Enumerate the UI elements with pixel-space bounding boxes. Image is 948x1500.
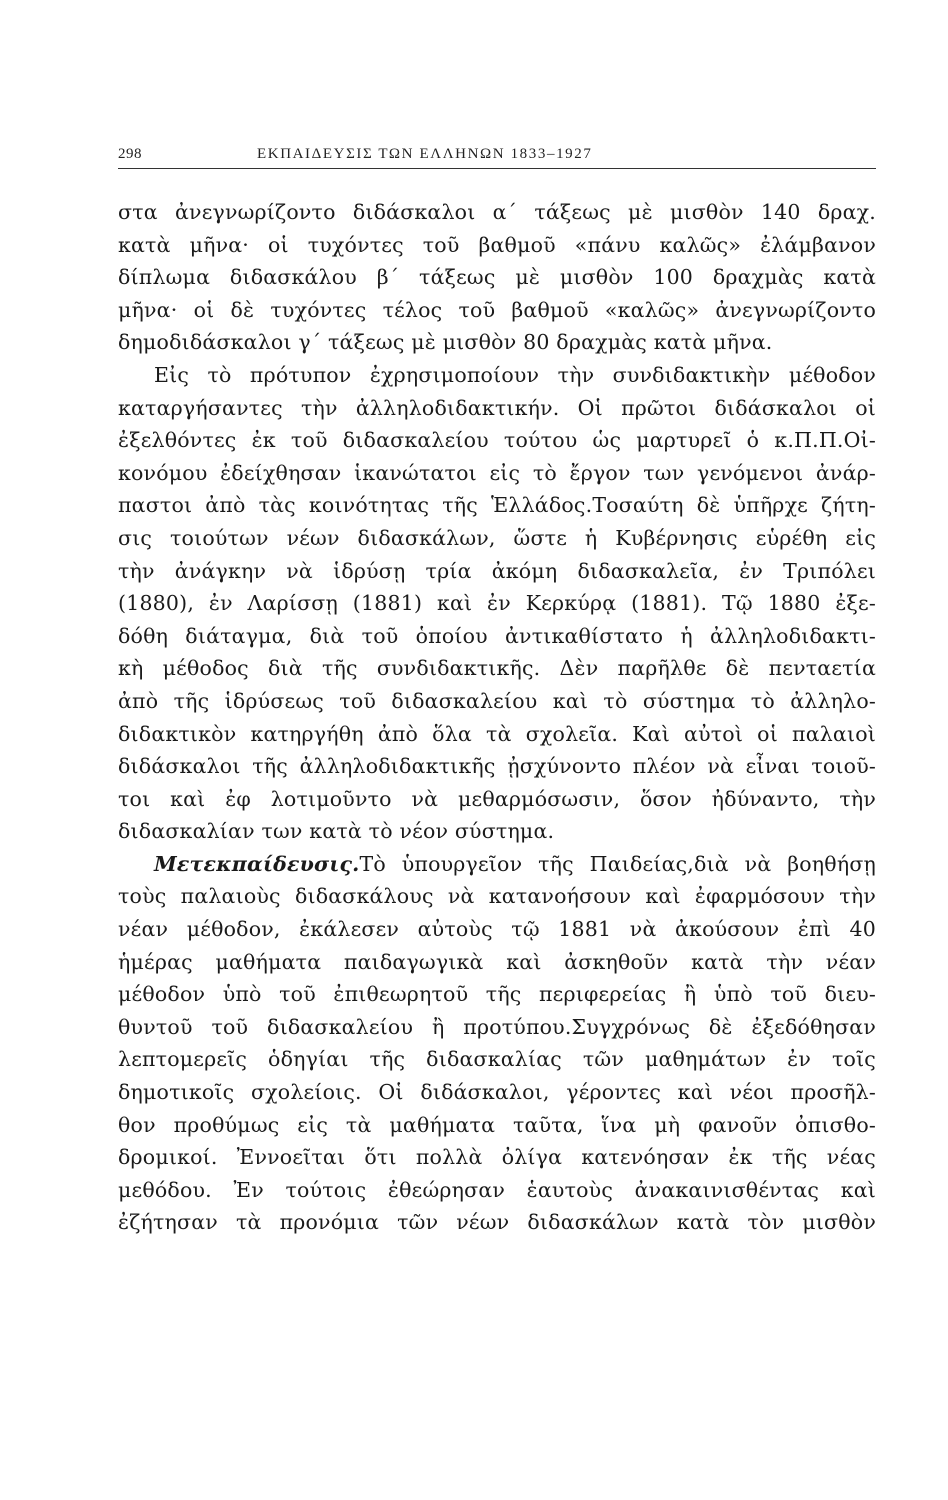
text-line-rest: Τὸ ὑπουργεῖον τῆς Παιδείας,διὰ νὰ βοηθήσῃ	[359, 851, 876, 876]
text-line: ἐζήτησαν τὰ προνόμια τῶν νέων διδασκάλων κατὰ τὸν μισθὸν	[118, 1210, 876, 1235]
text-line: ἐξελθόντες ἐκ τοῦ διδασκαλείου τούτου ὡς μαρτυρεῖ ὁ κ.Π.Π.Οἰ-	[118, 428, 876, 453]
text-line: τὴν ἀνάγκην νὰ ἱδρύσῃ τρία ἀκόμη διδασκαλεῖα, ἐν Τριπόλει	[118, 558, 876, 583]
text-line: λεπτομερεῖς ὁδηγίαι τῆς διδασκαλίας τῶν μαθημάτων ἐν τοῖς	[118, 1047, 876, 1072]
text-line: διδακτικὸν κατηργήθη ἀπὸ ὅλα τὰ σχολεῖα. Καὶ αὐτοὶ οἱ παλαιοὶ	[118, 721, 876, 746]
text-line: κονόμου ἐδείχθησαν ἱκανώτατοι εἰς τὸ ἔργον των γενόμενοι ἀνάρ-	[118, 460, 876, 485]
text-line: στα ἀνεγνωρίζοντο διδάσκαλοι α΄ τάξεως μὲ μισθὸν 140 δραχ.	[118, 200, 876, 224]
header-rule	[118, 168, 876, 169]
text-line: διδάσκαλοι τῆς ἀλληλοδιδακτικῆς ᾐσχύνοντο πλέον νὰ εἶναι τοιοῦ-	[118, 754, 876, 779]
text-line: μεθόδου. Ἐν τούτοις ἐθεώρησαν ἑαυτοὺς ἀνακαινισθέντας καὶ	[118, 1177, 876, 1202]
text-line: τοι καὶ ἐφ λοτιμοῦντο νὰ μεθαρμόσωσιν, ὅσον ἠδύναντο, τὴν	[118, 786, 876, 811]
body-text	[118, 196, 876, 1239]
text-line: δημοτικοῖς σχολείοις. Οἱ διδάσκαλοι, γέροντες καὶ νέοι προσῆλ-	[118, 1080, 876, 1105]
section-lead-line	[118, 848, 876, 881]
text-line: τοὺς παλαιοὺς διδασκάλους νὰ κατανοήσουν καὶ ἐφαρμόσουν τὴν	[118, 884, 876, 909]
text-line: (1880), ἐν Λαρίσσῃ (1881) καὶ ἐν Κερκύρᾳ (1881). Τῷ 1880 ἐξε-	[118, 591, 876, 616]
text-line: κατὰ μῆνα· οἱ τυχόντες τοῦ βαθμοῦ «πάνυ καλῶς» ἐλάμβανον	[118, 232, 876, 257]
running-header	[118, 146, 876, 166]
text-line: μέθοδον ὑπὸ τοῦ ἐπιθεωρητοῦ τῆς περιφερείας ἢ ὑπὸ τοῦ διευ-	[118, 982, 876, 1007]
text-line: δημοδιδάσκαλοι γ΄ τάξεως μὲ μισθὸν 80 δραχμὰς κατὰ μῆνα.	[118, 330, 773, 355]
page-number: 298	[118, 146, 142, 162]
text-line: δρομικοί. Ἐννοεῖται ὅτι πολλὰ ὀλίγα κατενόησαν ἐκ τῆς νέας	[118, 1145, 876, 1170]
text-line: δίπλωμα διδασκάλου β΄ τάξεως μὲ μισθὸν 100 δραχμὰς κατὰ	[118, 265, 876, 290]
text-line: κὴ μέθοδος διὰ τῆς συνδιδακτικῆς. Δὲν παρῆλθε δὲ πενταετία	[118, 656, 876, 681]
text-line: Εἰς τὸ πρότυπον ἐχρησιμοποίουν τὴν συνδιδακτικὴν μέθοδον	[154, 362, 876, 387]
text-line: καταργήσαντες τὴν ἀλληλοδιδακτικήν. Οἱ πρῶτοι διδάσκαλοι οἱ	[118, 395, 876, 420]
section-lead-word: Μετεκπαίδευσις.	[154, 851, 360, 876]
text-line: διδασκαλίαν των κατὰ τὸ νέον σύστημα.	[118, 819, 555, 844]
text-line: ἡμέρας μαθήματα παιδαγωγικὰ καὶ ἀσκηθοῦν κατὰ τὴν νέαν	[118, 949, 876, 974]
text-line: παστοι ἀπὸ τὰς κοινότητας τῆς Ἑλλάδος.Τοσαύτη δὲ ὑπῆρχε ζήτη-	[118, 493, 876, 518]
text-line: μῆνα· οἱ δὲ τυχόντες τέλος τοῦ βαθμοῦ «καλῶς» ἀνεγνωρίζοντο	[118, 297, 876, 322]
running-title: ΕΚΠΑΙΔΕΥΣΙΣ ΤΩΝ ΕΛΛΗΝΩΝ 1833–1927	[257, 146, 593, 162]
text-line: θυντοῦ τοῦ διδασκαλείου ἢ προτύπου.Συγχρόνως δὲ ἐξεδόθησαν	[118, 1014, 876, 1039]
text-line: νέαν μέθοδον, ἐκάλεσεν αὐτοὺς τῷ 1881 νὰ ἀκούσουν ἐπὶ 40	[118, 917, 876, 942]
text-line: σις τοιούτων νέων διδασκάλων, ὥστε ἡ Κυβέρνησις εὑρέθη εἰς	[118, 525, 876, 550]
text-line: δόθη διάταγμα, διὰ τοῦ ὁποίου ἀντικαθίστατο ἡ ἀλληλοδιδακτι-	[118, 623, 876, 648]
text-line: θον προθύμως εἰς τὰ μαθήματα ταῦτα, ἵνα μὴ φανοῦν ὀπισθο-	[118, 1112, 876, 1137]
text-line: ἀπὸ τῆς ἱδρύσεως τοῦ διδασκαλείου καὶ τὸ σύστημα τὸ ἀλληλο-	[118, 688, 876, 713]
